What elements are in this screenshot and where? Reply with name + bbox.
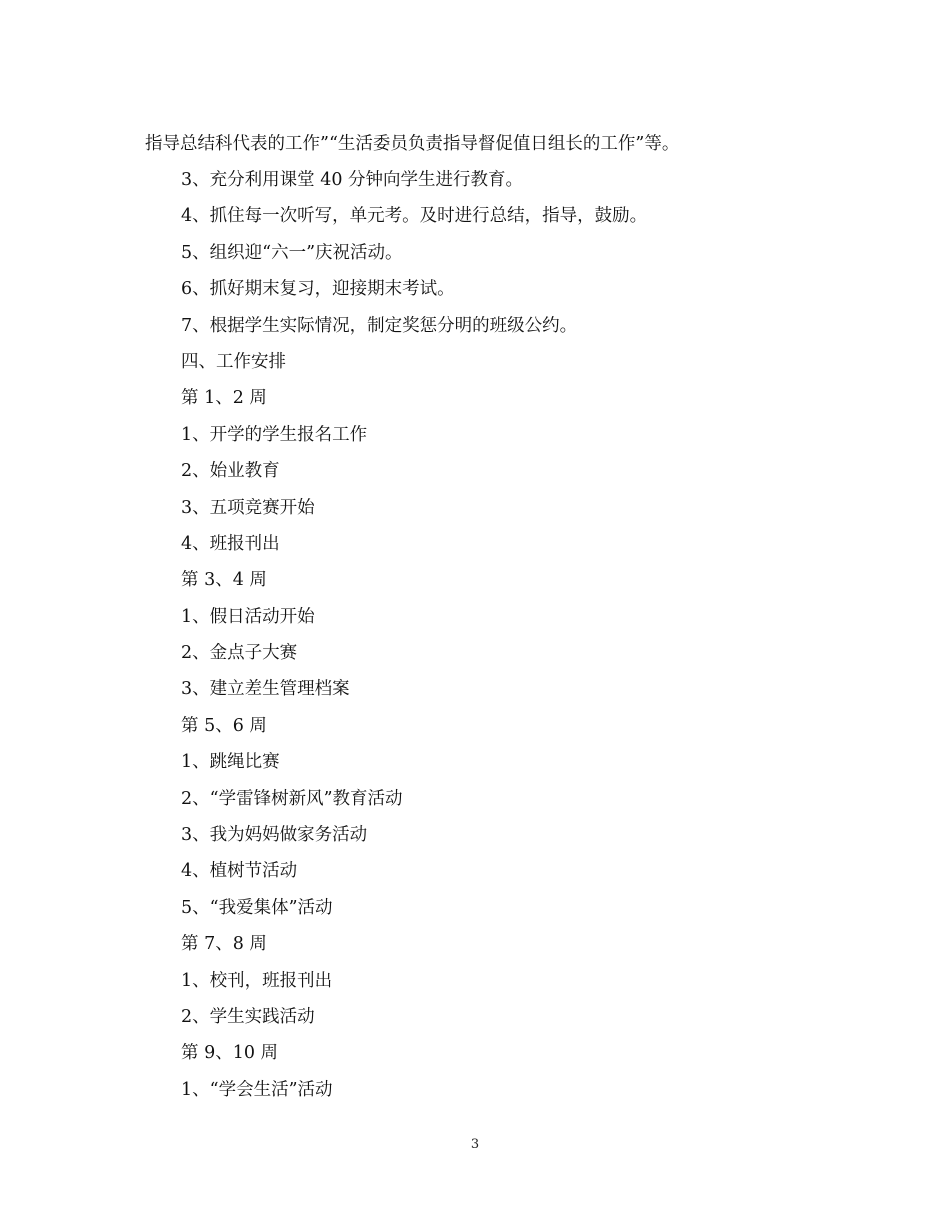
list-item: 2、学生实践活动 (181, 1006, 315, 1027)
list-item: 1、校刊，班报刊出 (181, 970, 333, 991)
list-item: 1、假日活动开始 (181, 606, 315, 627)
section-heading: 四、工作安排 (181, 351, 286, 372)
list-item: 2、始业教育 (181, 461, 280, 482)
list-item: 4、抓住每一次听写，单元考。及时进行总结，指导，鼓励。 (181, 206, 648, 227)
list-item: 4、植树节活动 (181, 861, 298, 882)
document-body (0, 126, 950, 1108)
list-item: 7、根据学生实际情况，制定奖惩分明的班级公约。 (181, 315, 578, 336)
list-item: 2、“学雷锋树新风”教育活动 (181, 788, 403, 809)
week-heading: 第 3、4 周 (181, 570, 267, 591)
page-number: 3 (470, 1137, 480, 1152)
week-heading: 第 9、10 周 (181, 1043, 279, 1064)
list-item: 4、班报刊出 (181, 533, 280, 554)
list-item: 5、“我爱集体”活动 (181, 897, 333, 918)
list-item: 2、金点子大赛 (181, 643, 298, 664)
list-item: 3、五项竞赛开始 (181, 497, 315, 518)
list-item: 1、跳绳比赛 (181, 752, 280, 773)
list-item: 1、“学会生活”活动 (181, 1079, 333, 1100)
list-item: 6、抓好期末复习，迎接期末考试。 (181, 279, 455, 300)
list-item: 3、我为妈妈做家务活动 (181, 825, 368, 846)
list-item: 3、充分利用课堂 40 分钟向学生进行教育。 (181, 170, 524, 190)
week-heading: 第 1、2 周 (181, 388, 267, 409)
week-heading: 第 7、8 周 (181, 934, 267, 955)
list-item: 1、开学的学生报名工作 (181, 424, 368, 445)
list-item: 3、建立差生管理档案 (181, 679, 350, 700)
continuation-paragraph-line: 指导总结科代表的工作”“生活委员负责指导督促值日组长的工作”等。 (145, 134, 680, 154)
list-item: 5、组织迎“六一”庆祝活动。 (181, 242, 403, 263)
week-heading: 第 5、6 周 (181, 715, 267, 736)
